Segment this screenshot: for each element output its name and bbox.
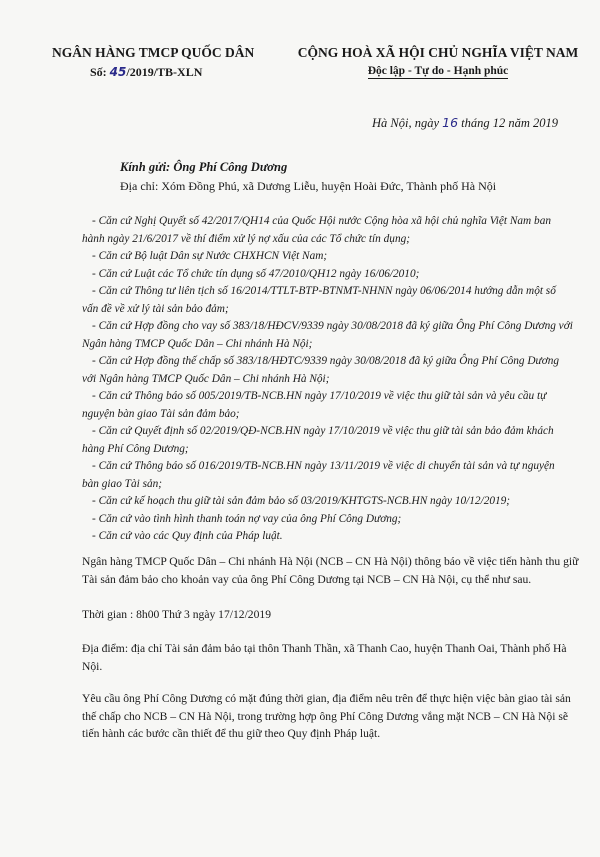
legal-basis-item: - Căn cứ Luật các Tổ chức tín dụng số 47/2010/QH12 ngày 16/06/2010; (92, 267, 420, 280)
legal-basis-item: - Căn cứ Quyết định số 02/2019/QĐ-NCB.HN ngày 17/10/2019 về việc thu giữ tài sản bảo đảm khách hàng Phí Công Dương; (82, 425, 554, 455)
recipient-to: Kính gửi: Ông Phí Công Dương (120, 160, 288, 174)
location-paragraph: Địa điểm: địa chỉ Tài sản đảm bảo tại thôn Thanh Thần, xã Thanh Cao, huyện Thanh Oai, Thành phố Hà Nội. (82, 642, 567, 673)
number-handwritten: 45 (109, 65, 127, 79)
legal-basis-item: - Căn cứ Thông tư liên tịch số 16/2014/TTLT-BTP-BTNMT-NHNN ngày 06/06/2014 hướng dẫn một số vấn đề về xử lý tài sản bảo đảm; (82, 285, 556, 315)
issuer-block (52, 45, 282, 80)
legal-basis-item: - Căn cứ Nghị Quyết số 42/2017/QH14 của Quốc Hội nước Cộng hòa xã hội chủ nghĩa Việt Nam ban hành ngày 21/6/2017 về thí điểm xử lý nợ xấu của các Tổ chức tín dụng; (82, 215, 551, 245)
recipient-block (120, 160, 580, 194)
legal-basis-item: - Căn cứ Thông báo số 016/2019/TB-NCB.HN ngày 13/11/2019 về việc di chuyển tài sản và tự nguyện bàn giao Tài sản; (82, 460, 555, 490)
legal-basis-item: - Căn cứ vào tình hình thanh toán nợ vay của ông Phí Công Dương; (92, 512, 402, 525)
date-suffix: tháng 12 năm 2019 (458, 116, 559, 130)
nation-title: CỘNG HOÀ XÃ HỘI CHỦ NGHĨA VIỆT NAM (297, 45, 579, 60)
legal-basis-item: - Căn cứ Bộ luật Dân sự Nước CHXHCN Việt Nam; (92, 250, 328, 262)
organization-name: NGÂN HÀNG TMCP QUỐC DÂN (52, 45, 255, 60)
request-paragraph: Yêu cầu ông Phí Công Dương có mặt đúng thời gian, địa điểm nêu trên để thực hiện việc bàn giao tài sản thế chấp cho NCB – CN Hà Nội, trong trường hợp ông Phí Công Dương vắng mặt NCB – CN Hà Nội sẽ tiến hành các bước cần thiết để thu giữ theo Quy định Pháp luật. (82, 692, 571, 740)
number-suffix: /2019/TB-XLN (126, 65, 203, 79)
date-day-handwritten: 16 (442, 115, 459, 130)
notice-paragraph: Ngân hàng TMCP Quốc Dân – Chi nhánh Hà Nội (NCB – CN Hà Nội) thông báo về việc tiến hành thu giữ Tài sản đảm bảo cho khoản vay của ông Phí Công Dương tại NCB – CN Hà Nội, cụ thể như sau. (82, 555, 579, 586)
legal-basis-item: - Căn cứ Thông báo số 005/2019/TB-NCB.HN ngày 17/10/2019 về việc thu giữ tài sản và yêu cầu tự nguyện bàn giao Tài sản đảm bảo; (82, 390, 547, 420)
date-line (372, 115, 558, 131)
date-prefix: Hà Nội, ngày (372, 116, 443, 130)
legal-basis-item: - Căn cứ vào các Quy định của Pháp luật. (92, 530, 283, 542)
document-number (90, 65, 282, 80)
time-paragraph: Thời gian : 8h00 Thứ 3 ngày 17/12/2019 (82, 608, 271, 621)
legal-bases-list (82, 213, 574, 546)
national-header (293, 45, 583, 79)
legal-basis-item: - Căn cứ kế hoạch thu giữ tài sản đảm bảo số 03/2019/KHTGTS-NCB.HN ngày 10/12/2019; (92, 495, 511, 507)
motto: Độc lập - Tự do - Hạnh phúc (367, 65, 509, 77)
legal-basis-item: - Căn cứ Hợp đồng thế chấp số 383/18/HĐTC/9339 ngày 30/08/2018 đã ký giữa Ông Phí Công Dương với Ngân hàng TMCP Quốc Dân – Chi nhánh Hà Nội; (82, 355, 560, 385)
legal-basis-item: - Căn cứ Hợp đồng cho vay số 383/18/HĐCV/9339 ngày 30/08/2018 đã ký giữa Ông Phí Công Dương với Ngân hàng TMCP Quốc Dân – Chi nhánh Hà Nội; (82, 320, 573, 350)
number-prefix: Số: (90, 65, 110, 79)
recipient-address: Địa chỉ: Xóm Đồng Phú, xã Dương Liễu, huyện Hoài Đức, Thành phố Hà Nội (120, 179, 497, 193)
